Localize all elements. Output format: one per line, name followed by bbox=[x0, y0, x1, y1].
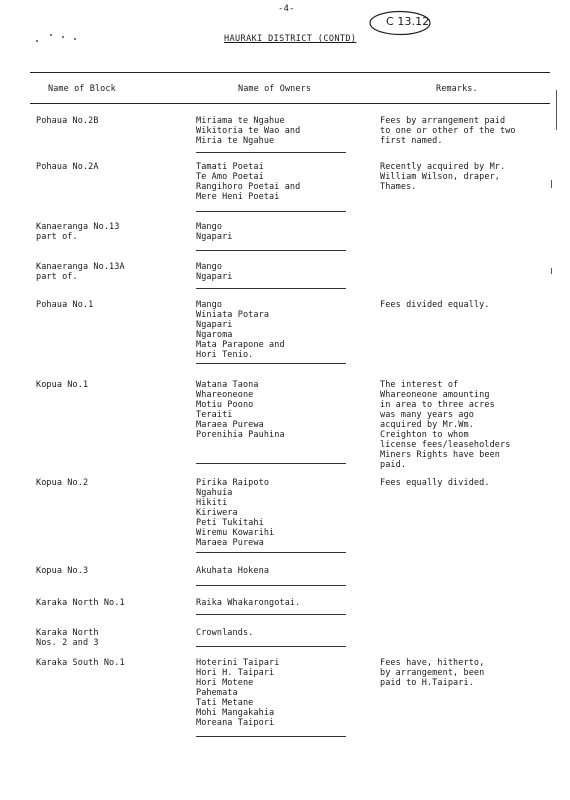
block-name: Karaka North No.1 bbox=[36, 598, 125, 608]
owner-name: Tati Metane bbox=[196, 698, 254, 708]
remark-line: to one or other of the two bbox=[380, 126, 516, 136]
block-name: Kanaeranga No.13A bbox=[36, 262, 125, 272]
owner-name: Pirika Raipoto bbox=[196, 478, 270, 488]
owner-name: Ngapari bbox=[196, 232, 233, 242]
scan-edge-mark bbox=[556, 90, 557, 130]
owner-name: Crownlands. bbox=[196, 628, 254, 638]
owner-name: Mohi Mangakahia bbox=[196, 708, 275, 718]
owners-separator-rule bbox=[196, 152, 346, 153]
block-name: part of. bbox=[36, 232, 78, 242]
page-number: -4- bbox=[278, 4, 295, 14]
remark-line: paid. bbox=[380, 460, 407, 470]
owner-name: Motiu Poono bbox=[196, 400, 254, 410]
remark-line: by arrangement, been bbox=[380, 668, 485, 678]
owner-name: Porenihia Pauhina bbox=[196, 430, 285, 440]
block-name: Kopua No.2 bbox=[36, 478, 89, 488]
block-name: Pohaua No.2B bbox=[36, 116, 99, 126]
owner-name: Raika Whakarongotai. bbox=[196, 598, 301, 608]
owner-name: Hori Motene bbox=[196, 678, 254, 688]
header-top-rule bbox=[30, 72, 550, 73]
owner-name: Hori Tenio. bbox=[196, 350, 254, 360]
owner-name: Kiriwera bbox=[196, 508, 238, 518]
remark-line: acquired by Mr.Wm. bbox=[380, 420, 474, 430]
block-name: Karaka South No.1 bbox=[36, 658, 125, 668]
header-remarks: Remarks. bbox=[436, 84, 478, 94]
scan-edge-mark bbox=[551, 268, 552, 274]
owner-name: Peti Tukitahi bbox=[196, 518, 264, 528]
remark-line: Fees have, hitherto, bbox=[380, 658, 485, 668]
owner-name: Pahemata bbox=[196, 688, 238, 698]
remark-line: Miners Rights have been bbox=[380, 450, 501, 460]
remark-line: license fees/leaseholders bbox=[380, 440, 511, 450]
owners-separator-rule bbox=[196, 552, 346, 553]
remark-line: Fees divided equally. bbox=[380, 300, 490, 310]
owner-name: Watana Taona bbox=[196, 380, 259, 390]
block-name: Nos. 2 and 3 bbox=[36, 638, 99, 648]
remark-line: Recently acquired by Mr. bbox=[380, 162, 506, 172]
owners-separator-rule bbox=[196, 614, 346, 615]
handwritten-reference: C 13.12 bbox=[386, 15, 430, 28]
remark-line: Thames. bbox=[380, 182, 417, 192]
owner-name: Maraea Purewa bbox=[196, 420, 264, 430]
owner-name: Te Amo Poetai bbox=[196, 172, 264, 182]
owner-name: Ngaroma bbox=[196, 330, 233, 340]
remark-line: Whareoneone amounting bbox=[380, 390, 490, 400]
owner-name: Maraea Purewa bbox=[196, 538, 264, 548]
block-name: Pohaua No.2A bbox=[36, 162, 99, 172]
owner-name: Ngahuia bbox=[196, 488, 233, 498]
scan-speck bbox=[36, 40, 38, 42]
owner-name: Mere Heni Poetai bbox=[196, 192, 280, 202]
remark-line: in area to three acres bbox=[380, 400, 495, 410]
remark-line: Creighton to whom bbox=[380, 430, 469, 440]
remark-line: first named. bbox=[380, 136, 443, 146]
owner-name: Wiremu Kowarihi bbox=[196, 528, 275, 538]
remark-line: William Wilson, draper, bbox=[380, 172, 501, 182]
block-name: Kanaeranga No.13 bbox=[36, 222, 120, 232]
owner-name: Hori H. Taipari bbox=[196, 668, 275, 678]
owner-name: Miriama te Ngahue bbox=[196, 116, 285, 126]
block-name: part of. bbox=[36, 272, 78, 282]
block-name: Pohaua No.1 bbox=[36, 300, 94, 310]
owners-separator-rule bbox=[196, 585, 346, 586]
block-name: Kopua No.3 bbox=[36, 566, 89, 576]
owner-name: Moreana Taipori bbox=[196, 718, 275, 728]
header-bottom-rule bbox=[30, 103, 550, 104]
owner-name: Ngapari bbox=[196, 320, 233, 330]
owner-name: Whareoneone bbox=[196, 390, 254, 400]
remark-line: Fees by arrangement paid bbox=[380, 116, 506, 126]
owner-name: Rangihoro Poetai and bbox=[196, 182, 301, 192]
owners-separator-rule bbox=[196, 288, 346, 289]
remark-line: was many years ago bbox=[380, 410, 474, 420]
owners-separator-rule bbox=[196, 211, 346, 212]
owners-separator-rule bbox=[196, 463, 346, 464]
block-name: Karaka North bbox=[36, 628, 99, 638]
remark-line: The interest of bbox=[380, 380, 459, 390]
owner-name: Mango bbox=[196, 262, 223, 272]
owner-name: Teraiti bbox=[196, 410, 233, 420]
scan-speck bbox=[50, 34, 52, 36]
document-title: HAURAKI DISTRICT (CONTD) bbox=[224, 34, 357, 44]
header-name-of-block: Name of Block bbox=[48, 84, 116, 94]
owner-name: Hoterini Taipari bbox=[196, 658, 280, 668]
owner-name: Tamati Poetai bbox=[196, 162, 264, 172]
owner-name: Mata Parapone and bbox=[196, 340, 285, 350]
scan-edge-mark bbox=[551, 180, 552, 188]
owner-name: Wikitoria te Wao and bbox=[196, 126, 301, 136]
owner-name: Mango bbox=[196, 222, 223, 232]
scan-speck bbox=[74, 38, 76, 40]
remark-line: Fees equally divided. bbox=[380, 478, 490, 488]
owner-name: Ngapari bbox=[196, 272, 233, 282]
owner-name: Mango bbox=[196, 300, 223, 310]
owners-separator-rule bbox=[196, 646, 346, 647]
owners-separator-rule bbox=[196, 363, 346, 364]
owner-name: Akuhata Hokena bbox=[196, 566, 270, 576]
scan-speck bbox=[62, 36, 64, 38]
owners-separator-rule bbox=[196, 250, 346, 251]
owner-name: Winiata Potara bbox=[196, 310, 270, 320]
owner-name: Miria te Ngahue bbox=[196, 136, 275, 146]
remark-line: paid to H.Taipari. bbox=[380, 678, 474, 688]
owners-separator-rule bbox=[196, 736, 346, 737]
owner-name: Hikiti bbox=[196, 498, 228, 508]
block-name: Kopua No.1 bbox=[36, 380, 89, 390]
header-name-of-owners: Name of Owners bbox=[238, 84, 312, 94]
